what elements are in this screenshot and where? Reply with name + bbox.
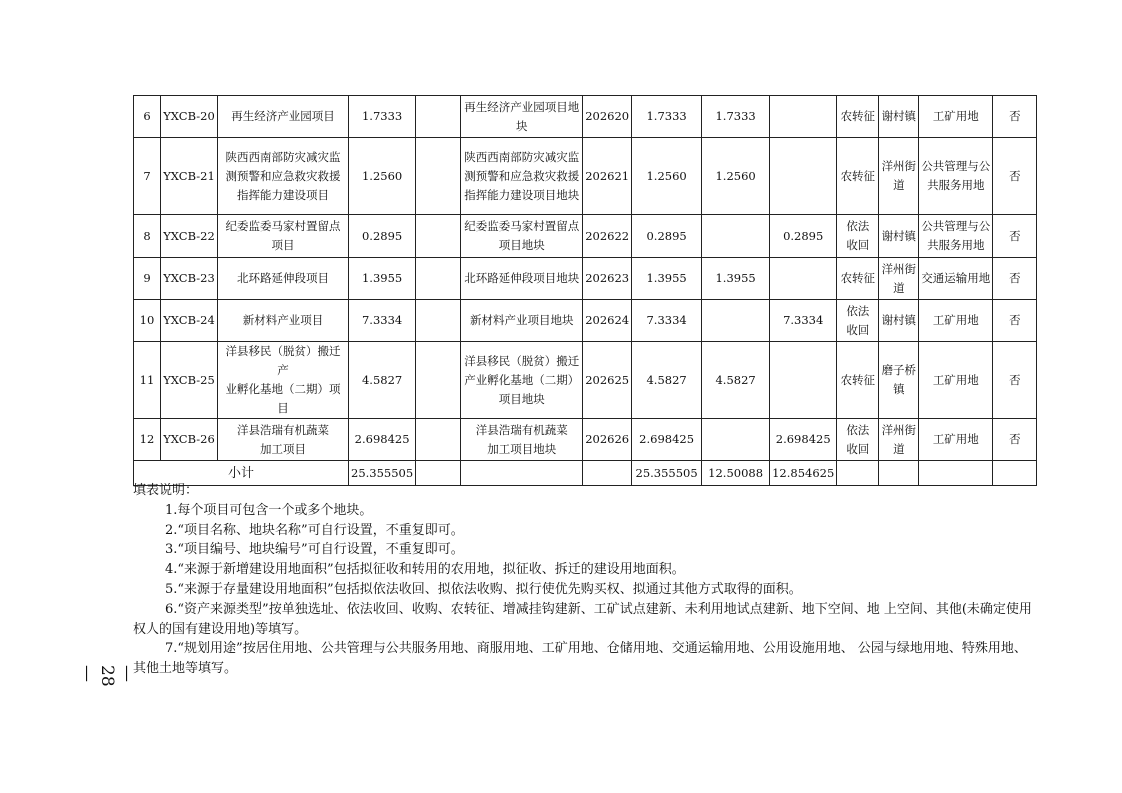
town: 谢村镇 (879, 96, 919, 138)
row-number: 9 (134, 258, 161, 300)
source-type: 依法 收回 (837, 215, 879, 258)
blank-cell (416, 419, 461, 461)
row-number: 8 (134, 215, 161, 258)
plot-code: 202620 (583, 96, 632, 138)
source-type: 农转征 (837, 138, 879, 215)
fill-instructions (133, 481, 1033, 679)
town: 谢村镇 (879, 215, 919, 258)
flag: 否 (993, 342, 1037, 419)
plot-area: 4.5827 (632, 342, 702, 419)
note-item-5: 5.“来源于存量建设用地面积”包括拟依法收回、拟依法收购、拟行使优先购买权、拟通过其他方式取得的面积。 (165, 581, 802, 597)
new-area: 4.5827 (702, 342, 770, 419)
plot-name: 再生经济产业园项目地 块 (461, 96, 583, 138)
new-area: 1.7333 (702, 96, 770, 138)
note-item-7: 7.“规划用途”按居住用地、公共管理与公共服务用地、商服用地、工矿用地、仓储用地、交通运输用地、公用设施用地、 公园与绿地用地、特殊用地、其他土地等填写。 (133, 641, 1027, 677)
plot-area: 7.3334 (632, 300, 702, 342)
project-name: 陕西西南部防灾减灾监 测预警和应急救灾救援 指挥能力建设项目 (218, 138, 349, 215)
planned-use: 工矿用地 (919, 300, 993, 342)
flag: 否 (993, 138, 1037, 215)
project-area: 1.7333 (349, 96, 416, 138)
source-type: 农转征 (837, 342, 879, 419)
row-number: 10 (134, 300, 161, 342)
project-code: YXCB-24 (161, 300, 218, 342)
flag: 否 (993, 258, 1037, 300)
plot-code: 202622 (583, 215, 632, 258)
plot-area: 1.7333 (632, 96, 702, 138)
table-row (134, 419, 1037, 461)
town: 洋州街 道 (879, 138, 919, 215)
plot-name: 陕西西南部防灾减灾监 测预警和应急救灾救援 指挥能力建设项目地块 (461, 138, 583, 215)
town: 谢村镇 (879, 300, 919, 342)
town: 洋州街 道 (879, 258, 919, 300)
project-name: 新材料产业项目 (218, 300, 349, 342)
plot-name: 洋县浩瑞有机蔬菜 加工项目地块 (461, 419, 583, 461)
table-row (134, 138, 1037, 215)
stock-area: 2.698425 (770, 419, 837, 461)
project-code: YXCB-21 (161, 138, 218, 215)
planned-use: 公共管理与公 共服务用地 (919, 138, 993, 215)
land-supply-table (133, 95, 1037, 486)
source-type: 农转征 (837, 258, 879, 300)
plot-area: 1.3955 (632, 258, 702, 300)
planned-use: 工矿用地 (919, 96, 993, 138)
source-type: 依法 收回 (837, 300, 879, 342)
new-area (702, 300, 770, 342)
row-number: 12 (134, 419, 161, 461)
project-area: 7.3334 (349, 300, 416, 342)
new-area: 1.2560 (702, 138, 770, 215)
plot-name: 北环路延伸段项目地块 (461, 258, 583, 300)
planned-use: 交通运输用地 (919, 258, 993, 300)
project-name: 洋县移民（脱贫）搬迁产 业孵化基地（二期）项目 (218, 342, 349, 419)
stock-area (770, 258, 837, 300)
subtotal-stock-area: 12.854625 (770, 461, 837, 486)
note-item-4: 4.“来源于新增建设用地面积”包括拟征收和转用的农用地，拟征收、拆迁的建设用地面积。 (165, 562, 685, 578)
project-area: 4.5827 (349, 342, 416, 419)
plot-area: 1.2560 (632, 138, 702, 215)
source-type: 农转征 (837, 96, 879, 138)
project-name: 纪委监委马家村置留点 项目 (218, 215, 349, 258)
note-item-6: 6.“资产来源类型”按单独选址、依法收回、收购、农转征、增减挂钩建新、工矿试点建新、未利用地试点建新、地下空间、地 上空间、其他(未确定使用权人的国有建设用地)等填写。 (133, 601, 1032, 637)
plot-name: 洋县移民（脱贫）搬迁 产业孵化基地（二期） 项目地块 (461, 342, 583, 419)
blank-cell (416, 258, 461, 300)
table-row (134, 300, 1037, 342)
plot-area: 0.2895 (632, 215, 702, 258)
project-name: 洋县浩瑞有机蔬菜 加工项目 (218, 419, 349, 461)
blank-cell (416, 342, 461, 419)
plot-code: 202621 (583, 138, 632, 215)
project-area: 1.3955 (349, 258, 416, 300)
blank-cell (416, 138, 461, 215)
project-code: YXCB-23 (161, 258, 218, 300)
project-area: 2.698425 (349, 419, 416, 461)
new-area: 1.3955 (702, 258, 770, 300)
flag: 否 (993, 419, 1037, 461)
subtotal-area: 25.355505 (349, 461, 416, 486)
town: 洋州街 道 (879, 419, 919, 461)
stock-area (770, 138, 837, 215)
project-name: 再生经济产业园项目 (218, 96, 349, 138)
table-row (134, 215, 1037, 258)
project-code: YXCB-20 (161, 96, 218, 138)
row-number: 11 (134, 342, 161, 419)
plot-code: 202623 (583, 258, 632, 300)
blank-cell (416, 300, 461, 342)
row-number: 6 (134, 96, 161, 138)
row-number: 7 (134, 138, 161, 215)
planned-use: 公共管理与公 共服务用地 (919, 215, 993, 258)
project-area: 0.2895 (349, 215, 416, 258)
stock-area: 7.3334 (770, 300, 837, 342)
source-type: 依法 收回 (837, 419, 879, 461)
town: 磨子桥 镇 (879, 342, 919, 419)
blank-cell (416, 215, 461, 258)
subtotal-new-area: 12.50088 (702, 461, 770, 486)
plot-name: 纪委监委马家村置留点 项目地块 (461, 215, 583, 258)
flag: 否 (993, 300, 1037, 342)
new-area (702, 215, 770, 258)
project-area: 1.2560 (349, 138, 416, 215)
notes-heading: 填表说明： (133, 483, 199, 498)
planned-use: 工矿用地 (919, 419, 993, 461)
note-item-1: 1.每个项目可包含一个或多个地块。 (165, 502, 373, 518)
table-row (134, 96, 1037, 138)
flag: 否 (993, 96, 1037, 138)
project-code: YXCB-25 (161, 342, 218, 419)
plot-code: 202624 (583, 300, 632, 342)
project-name: 北环路延伸段项目 (218, 258, 349, 300)
subtotal-label: 小计 (134, 461, 349, 486)
plot-code: 202626 (583, 419, 632, 461)
plot-area: 2.698425 (632, 419, 702, 461)
subtotal-plot-area: 25.355505 (632, 461, 702, 486)
table-row (134, 342, 1037, 419)
plot-code: 202625 (583, 342, 632, 419)
flag: 否 (993, 215, 1037, 258)
stock-area (770, 342, 837, 419)
new-area (702, 419, 770, 461)
project-code: YXCB-22 (161, 215, 218, 258)
page-number: — 28 — (77, 665, 137, 687)
project-code: YXCB-26 (161, 419, 218, 461)
stock-area: 0.2895 (770, 215, 837, 258)
note-item-2: 2.“项目名称、地块名称”可自行设置，不重复即可。 (165, 522, 464, 538)
table-row (134, 258, 1037, 300)
stock-area (770, 96, 837, 138)
note-item-3: 3.“项目编号、地块编号”可自行设置，不重复即可。 (165, 542, 464, 558)
planned-use: 工矿用地 (919, 342, 993, 419)
blank-cell (416, 96, 461, 138)
plot-name: 新材料产业项目地块 (461, 300, 583, 342)
